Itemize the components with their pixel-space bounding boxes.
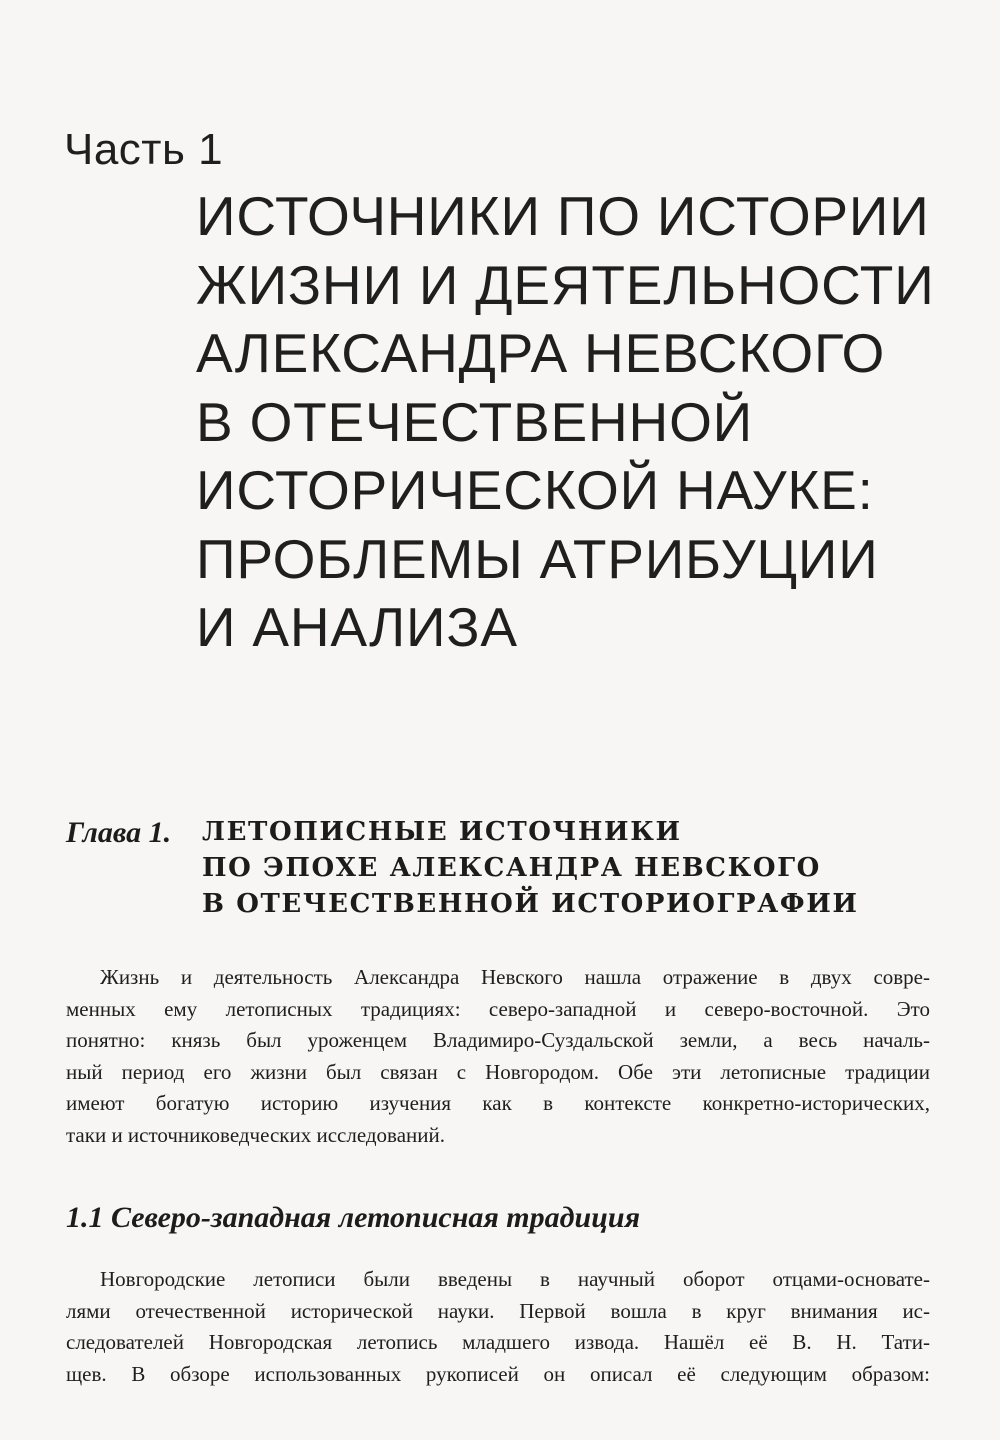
paragraph-line: понятно: князь был уроженцем Владимиро-Суздальской земли, а весь началь- — [66, 1028, 930, 1052]
chapter-label: Глава 1. — [66, 816, 172, 849]
paragraph-line: Новгородские летописи были введены в научный оборот отцами-основате- — [100, 1267, 930, 1291]
paragraph-line: лями отечественной исторической науки. Первой вошла в круг внимания ис- — [66, 1298, 930, 1323]
part-title-line: ЖИЗНИ И ДЕЯТЕЛЬНОСТИ — [196, 253, 935, 316]
part-title-line: В ОТЕЧЕСТВЕННОЙ — [196, 390, 753, 453]
part-label: Часть 1 — [64, 125, 224, 174]
chapter-title-line: В ОТЕЧЕСТВЕННОЙ ИСТОРИОГРАФИИ — [202, 889, 859, 919]
paragraph-line: ный период его жизни был связан с Новгородом. Обе эти летописные традиции — [66, 1059, 930, 1084]
chapter-title — [202, 814, 859, 922]
part-title-line: ПРОБЛЕМЫ АТРИБУЦИИ — [196, 527, 879, 590]
section-title: 1.1 Северо-западная летописная традиция — [66, 1201, 641, 1234]
part-title-line: И АНАЛИЗА — [196, 596, 518, 658]
part-title-line: АЛЕКСАНДРА НЕВСКОГО — [196, 322, 886, 384]
paragraph-line: таки и источниковедческих исследований. — [66, 1122, 445, 1147]
section-paragraph — [66, 1264, 930, 1390]
paragraph-line: Жизнь и деятельность Александра Невского нашла отражение в двух совре- — [100, 965, 930, 989]
chapter-title-line: ЛЕТОПИСНЫЕ ИСТОЧНИКИ — [202, 817, 682, 847]
paragraph-line: щев. В обзоре использованных рукописей он описал её следующим образом: — [66, 1361, 930, 1386]
intro-paragraph — [66, 962, 930, 1151]
part-title-line: ИСТОРИЧЕСКОЙ НАУКЕ: — [196, 459, 874, 521]
paragraph-line: имеют богатую историю изучения как в контексте конкретно-исторических, — [66, 1091, 930, 1115]
part-title-line: ИСТОЧНИКИ ПО ИСТОРИИ — [196, 185, 930, 247]
part-title — [196, 182, 956, 662]
paragraph-line: менных ему летописных традициях: северо-западной и северо-восточной. Это — [66, 996, 930, 1021]
chapter-title-line: ПО ЭПОХЕ АЛЕКСАНДРА НЕВСКОГО — [202, 853, 821, 883]
paragraph-line: следователей Новгородская летопись младшего извода. Нашёл её В. Н. Тати- — [66, 1330, 930, 1354]
